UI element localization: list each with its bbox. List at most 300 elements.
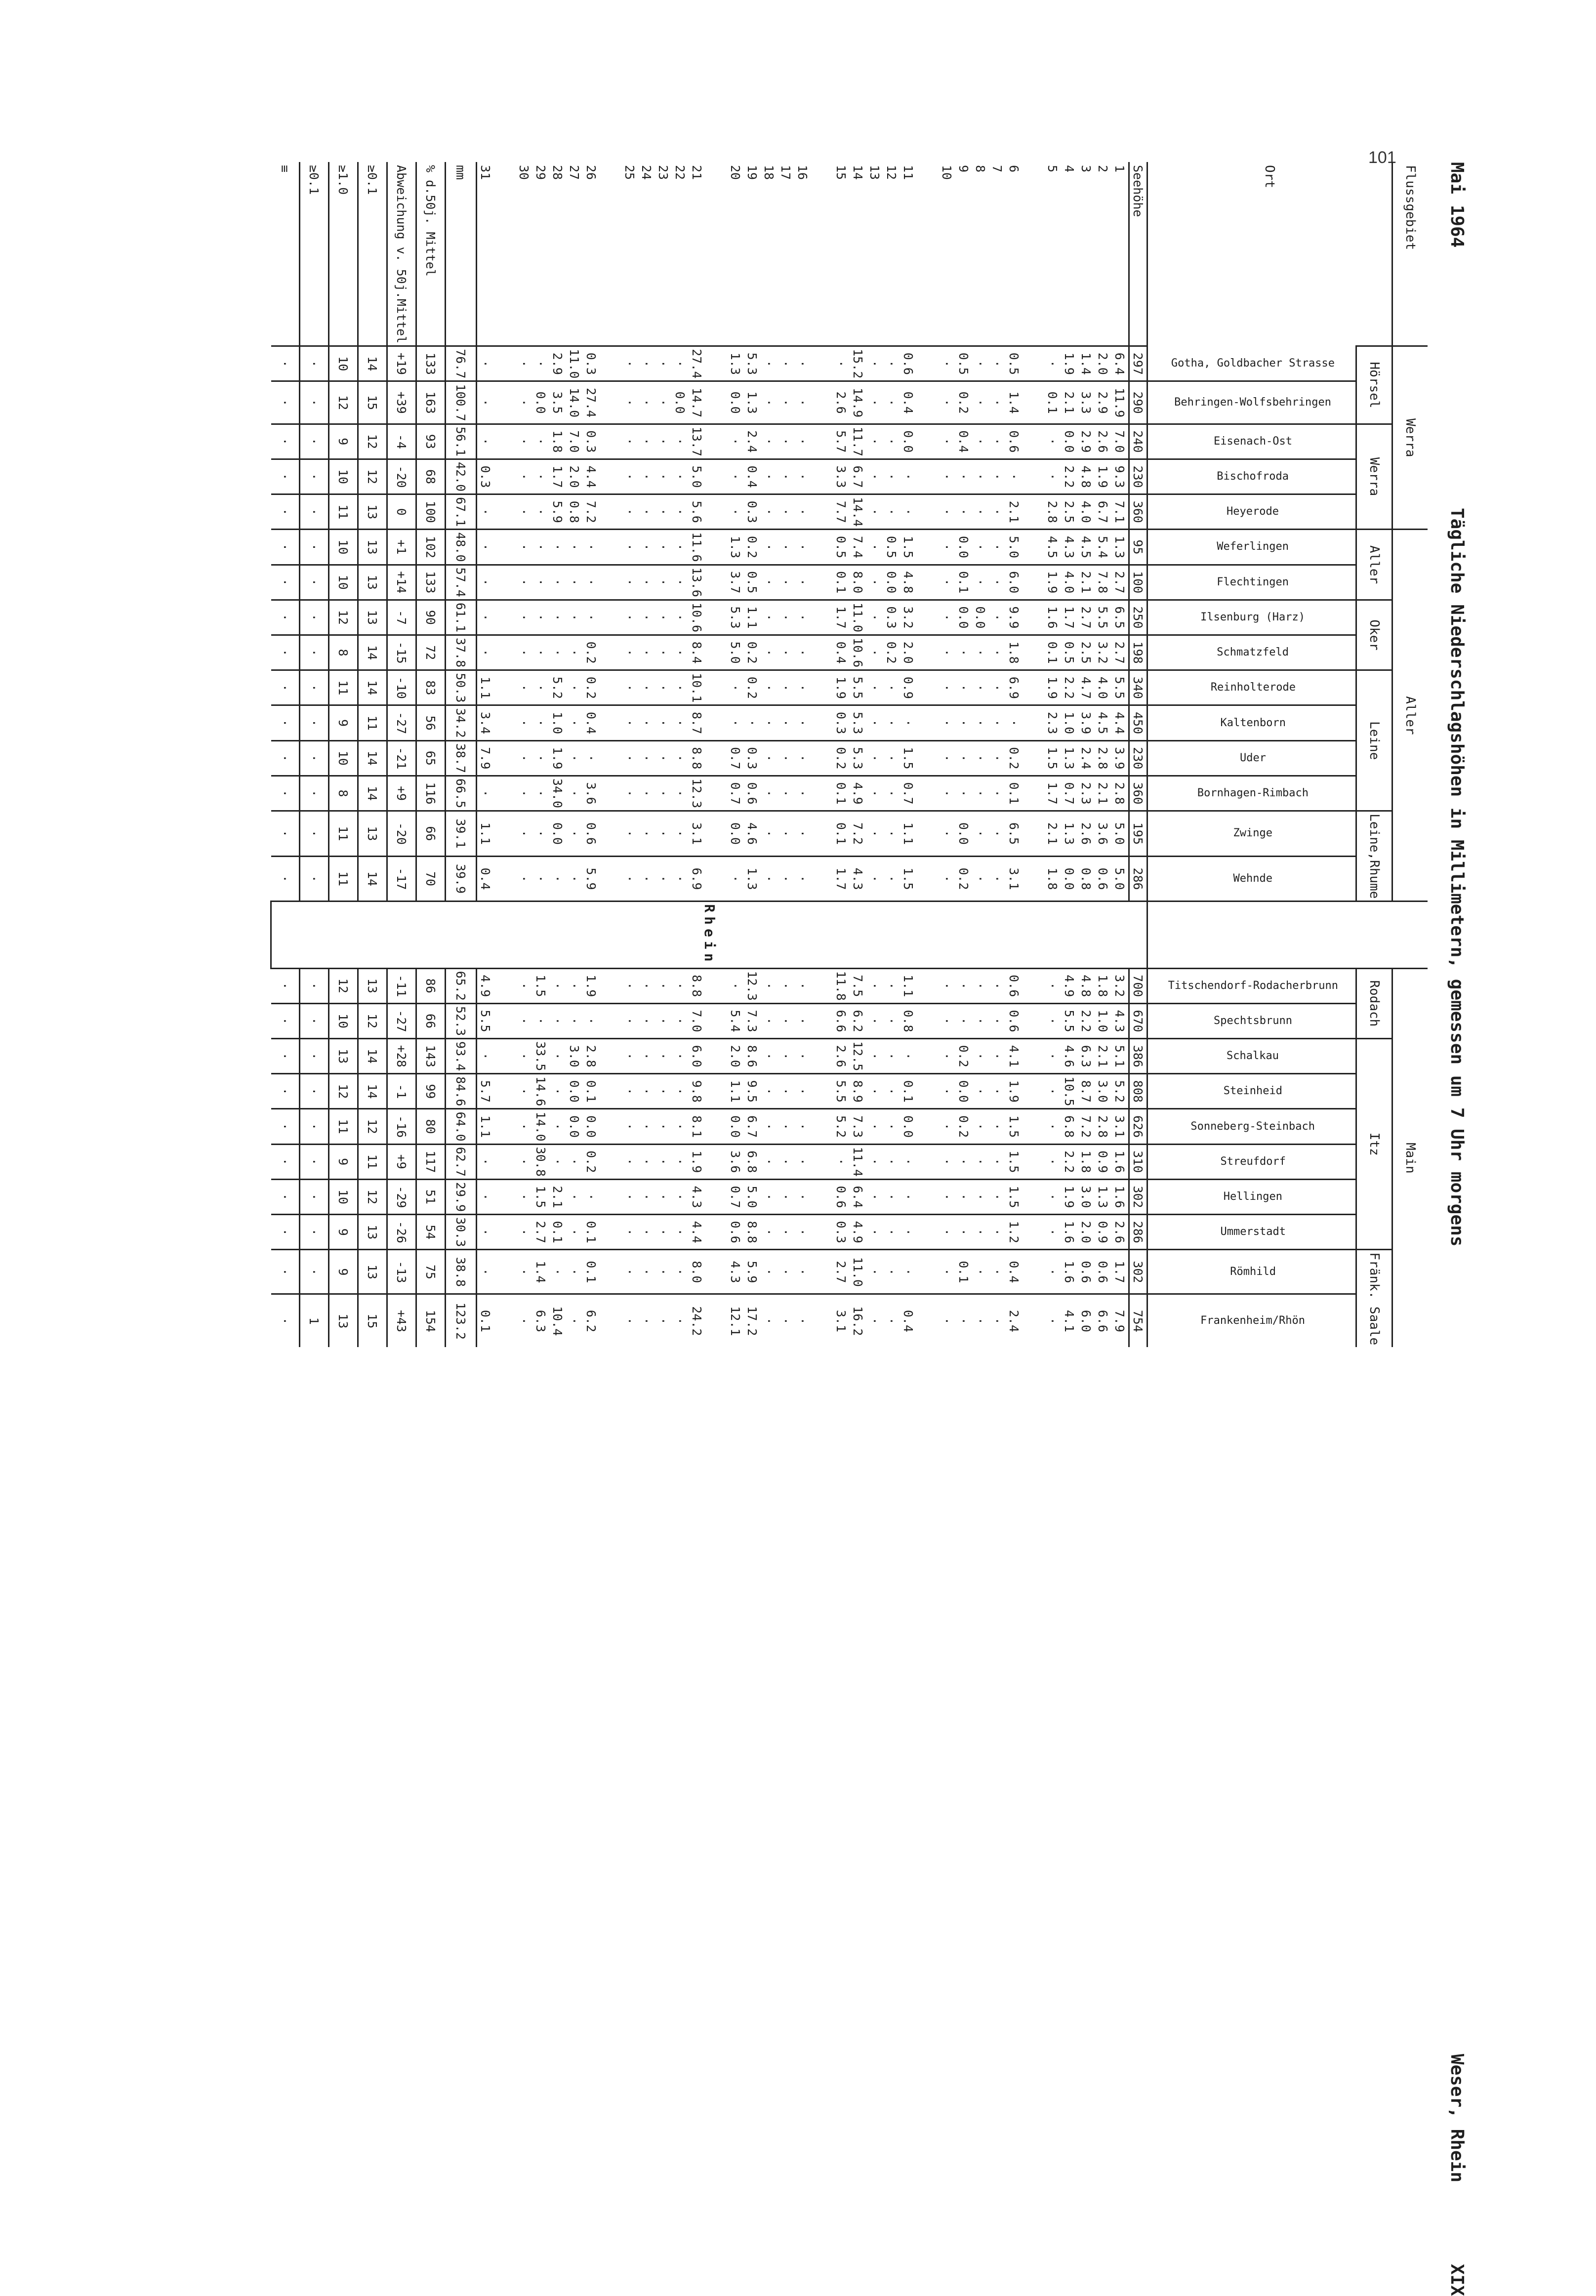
gap-cell	[917, 424, 939, 459]
precip-value: 1.0	[1061, 705, 1078, 740]
gap-cell	[1023, 494, 1044, 530]
summary-label: mm	[446, 162, 477, 346]
precip-value: ·	[883, 856, 900, 902]
precip-value: ·	[761, 1215, 778, 1250]
precip-value: 2.5	[1078, 635, 1095, 670]
summary-value: 99	[416, 1074, 446, 1109]
precip-value: ·	[1044, 968, 1061, 1003]
summary-value: ·	[300, 1215, 329, 1250]
precip-value: ·	[638, 346, 655, 381]
gap-cell	[494, 635, 516, 670]
summary-value: 84.6	[446, 1074, 477, 1109]
summary-value: -15	[387, 635, 416, 670]
summary-value: 65.2	[446, 968, 477, 1003]
precip-value: 6.8	[1061, 1109, 1078, 1144]
precip-value: 33.5	[532, 1039, 549, 1074]
precip-value: 0.0	[583, 1109, 600, 1144]
precip-value: 0.9	[900, 670, 917, 705]
precip-value: 0.4	[1006, 1250, 1023, 1294]
precip-value: 1.6	[1061, 1215, 1078, 1250]
precip-value: ·	[477, 600, 494, 635]
day-row	[1111, 162, 1129, 1347]
precip-value: 4.3	[850, 856, 866, 902]
precip-value: ·	[761, 811, 778, 857]
precip-value: ·	[794, 459, 811, 494]
precip-value: 0.2	[1006, 740, 1023, 776]
precip-value: 1.3	[1061, 811, 1078, 857]
precip-value: 8.0	[850, 565, 866, 600]
precip-value: 1.1	[900, 811, 917, 857]
precip-value: 3.3	[1078, 381, 1095, 424]
summary-value: 39.1	[446, 811, 477, 857]
gap-cell	[811, 811, 833, 857]
precip-value: 5.5	[477, 1003, 494, 1038]
precip-value: 2.2	[1061, 670, 1078, 705]
precip-value: ·	[939, 968, 955, 1003]
precip-value: ·	[655, 811, 672, 857]
precip-value: ·	[638, 600, 655, 635]
precip-value: 2.0	[566, 459, 583, 494]
summary-value: 11	[329, 811, 358, 857]
subriver-3: Oker	[1356, 600, 1392, 670]
gap-cell	[1023, 776, 1044, 811]
precip-value: 6.4	[850, 1179, 866, 1214]
precip-value: ·	[566, 635, 583, 670]
precip-value: ·	[638, 670, 655, 705]
precip-value: 0.6	[900, 346, 917, 381]
gap-cell	[494, 459, 516, 494]
precip-value: 0.0	[972, 600, 989, 635]
gap-cell	[917, 530, 939, 565]
day-row	[1061, 162, 1078, 1347]
station-14	[1147, 856, 1356, 902]
precip-value: ·	[549, 530, 566, 565]
summary-value: +14	[387, 565, 416, 600]
precip-value: ·	[955, 1144, 972, 1179]
precip-value: ·	[761, 1250, 778, 1294]
precip-value: ·	[866, 459, 883, 494]
precip-value: 30.8	[532, 1144, 549, 1179]
precip-value: ·	[516, 530, 532, 565]
precip-value: 12.3	[744, 968, 761, 1003]
summary-value: 12	[358, 1003, 387, 1038]
precip-value: 2.9	[549, 346, 566, 381]
precip-value: ·	[761, 1074, 778, 1109]
summary-value: ·	[271, 494, 300, 530]
precip-value: 5.2	[833, 1109, 850, 1144]
day-row	[621, 162, 638, 1347]
summary-value: 29.9	[446, 1179, 477, 1214]
station-name: Titschendorf-Rodacherbrunn	[1168, 979, 1338, 992]
precip-value: ·	[566, 776, 583, 811]
summary-value: 13	[358, 811, 387, 857]
precip-value: ·	[883, 1179, 900, 1214]
gap-cell	[600, 1179, 621, 1214]
gap-cell	[494, 1215, 516, 1250]
precip-value: 1.9	[583, 968, 600, 1003]
gap-cell	[494, 811, 516, 857]
river-2: Main	[1392, 968, 1428, 1347]
precip-value: ·	[549, 1109, 566, 1144]
precip-value: 1.9	[1044, 565, 1061, 600]
precip-value: ·	[621, 494, 638, 530]
precip-value: 1.6	[1061, 1250, 1078, 1294]
day-number: 10	[940, 165, 954, 180]
precip-value: 14.0	[566, 381, 583, 424]
precip-value: 5.7	[833, 424, 850, 459]
precip-value: 8.8	[744, 1215, 761, 1250]
precip-value: ·	[761, 424, 778, 459]
precip-value: ·	[566, 670, 583, 705]
precip-value: ·	[549, 1250, 566, 1294]
precip-value: 1.5	[900, 530, 917, 565]
precip-value: 0.1	[833, 565, 850, 600]
gap-cell	[811, 494, 833, 530]
precip-value: ·	[866, 381, 883, 424]
precip-value: 5.1	[1111, 1039, 1129, 1074]
precip-value: ·	[583, 740, 600, 776]
summary-value: 0	[387, 494, 416, 530]
day-row	[1095, 162, 1111, 1347]
gap-cell	[600, 346, 621, 381]
day-row	[477, 162, 494, 1347]
precip-value: ·	[621, 459, 638, 494]
gap-cell	[1023, 705, 1044, 740]
precip-value: ·	[516, 856, 532, 902]
station-11	[1147, 740, 1356, 776]
precip-value: ·	[638, 635, 655, 670]
precip-value: ·	[972, 635, 989, 670]
precip-value: 13.6	[689, 565, 705, 600]
station-name: Schmatzfeld	[1217, 646, 1289, 659]
precip-value: ·	[794, 565, 811, 600]
precip-value: 1.5	[900, 740, 917, 776]
precip-value: 4.5	[1044, 530, 1061, 565]
gap-cell	[1023, 600, 1044, 635]
gap-cell	[600, 1215, 621, 1250]
precip-value: ·	[516, 635, 532, 670]
precip-value: ·	[516, 776, 532, 811]
precip-value: ·	[621, 670, 638, 705]
precip-value: ·	[989, 565, 1006, 600]
precip-value: 2.5	[1061, 494, 1078, 530]
precip-value: ·	[778, 459, 794, 494]
summary-value: 10	[329, 346, 358, 381]
day-row	[900, 162, 917, 1347]
summary-value: ·	[271, 635, 300, 670]
precip-value: ·	[883, 776, 900, 811]
day-number: 31	[478, 165, 493, 180]
precip-value: ·	[866, 1109, 883, 1144]
elevation: 340	[1129, 670, 1147, 705]
precip-value: 0.0	[1061, 424, 1078, 459]
precip-value: 5.9	[549, 494, 566, 530]
subriver-4: Leine	[1356, 670, 1392, 811]
gap-cell	[811, 635, 833, 670]
elevation: 230	[1129, 740, 1147, 776]
precip-value: 1.1	[900, 968, 917, 1003]
gap-cell	[917, 1144, 939, 1179]
precip-value: ·	[972, 424, 989, 459]
precip-value: ·	[638, 856, 655, 902]
summary-value: 9	[329, 1250, 358, 1294]
summary-value: +28	[387, 1039, 416, 1074]
station-name: Römhild	[1230, 1265, 1276, 1278]
precip-value: 0.6	[1095, 1250, 1111, 1294]
precip-value: 0.0	[566, 1074, 583, 1109]
elevation: 230	[1129, 459, 1147, 494]
day-row	[761, 162, 778, 1347]
precip-value: ·	[727, 424, 744, 459]
precip-value: 11.4	[850, 1144, 866, 1179]
precip-value: ·	[638, 459, 655, 494]
station-name: Hellingen	[1223, 1190, 1283, 1203]
precip-value: 8.9	[850, 1074, 866, 1109]
summary-value: 100.7	[446, 381, 477, 424]
precip-value: 1.9	[1006, 1074, 1023, 1109]
elevation: 286	[1129, 856, 1147, 902]
precip-value: ·	[989, 424, 1006, 459]
gap-cell	[1023, 1074, 1044, 1109]
precip-value: ·	[989, 1250, 1006, 1294]
precip-value: ·	[532, 635, 549, 670]
gap-cell	[917, 1003, 939, 1038]
gap-cell	[705, 776, 727, 811]
precip-value: ·	[972, 1215, 989, 1250]
gap-cell	[1023, 1144, 1044, 1179]
seehohe-label: Seehöhe	[1129, 162, 1147, 346]
gap-cell	[705, 1144, 727, 1179]
summary-value: 90	[416, 600, 446, 635]
summary-value: 10	[329, 530, 358, 565]
gap-cell	[600, 776, 621, 811]
group-gap	[494, 162, 516, 1347]
summary-value: 14	[358, 670, 387, 705]
precip-value: 0.3	[833, 705, 850, 740]
precip-value: 0.0	[900, 1109, 917, 1144]
gap-cell	[917, 1294, 939, 1347]
precip-value: ·	[778, 1215, 794, 1250]
precip-value: 2.1	[1006, 494, 1023, 530]
day-number: 4	[1062, 165, 1077, 173]
summary-value: 133	[416, 346, 446, 381]
group-gap	[1023, 162, 1044, 1347]
precip-value: 7.9	[477, 740, 494, 776]
precip-value: ·	[672, 705, 689, 740]
precip-value: ·	[1044, 424, 1061, 459]
summary-value: 13	[358, 968, 387, 1003]
precip-value: 4.6	[1061, 1039, 1078, 1074]
day-number: 7	[990, 165, 1005, 173]
precip-value: ·	[532, 811, 549, 857]
summary-value: 65	[416, 740, 446, 776]
summary-value: 93	[416, 424, 446, 459]
precip-value: ·	[883, 1039, 900, 1074]
precip-value: ·	[761, 670, 778, 705]
subriver-6: Rodach	[1356, 968, 1392, 1038]
gap-cell	[917, 346, 939, 381]
day-number: 24	[639, 165, 654, 180]
station-name: Wehnde	[1233, 872, 1273, 885]
precip-value: 4.3	[689, 1179, 705, 1214]
gap-cell	[600, 530, 621, 565]
precip-value: ·	[516, 565, 532, 600]
precip-value: 1.6	[1044, 600, 1061, 635]
precip-value: 0.5	[1061, 635, 1078, 670]
precip-value: ·	[972, 459, 989, 494]
gap-cell	[1023, 424, 1044, 459]
precip-value: 15.2	[850, 346, 866, 381]
precip-value: ·	[477, 1215, 494, 1250]
precip-value: 17.2	[744, 1294, 761, 1347]
day-row	[955, 162, 972, 1347]
precip-value: ·	[516, 968, 532, 1003]
gap-cell	[705, 162, 727, 346]
precip-value: 5.5	[1111, 670, 1129, 705]
gap-cell	[600, 381, 621, 424]
precip-value: ·	[638, 1109, 655, 1144]
precip-value: ·	[778, 670, 794, 705]
summary-row-sum	[446, 162, 477, 1347]
precip-value: 16.2	[850, 1294, 866, 1347]
precip-value: 0.9	[1095, 1144, 1111, 1179]
precip-value: ·	[972, 1144, 989, 1179]
precip-value: ·	[516, 1074, 532, 1109]
precip-value: ·	[939, 381, 955, 424]
gap-cell	[1023, 459, 1044, 494]
summary-value: ·	[300, 670, 329, 705]
station-name: Spechtsbrunn	[1214, 1014, 1292, 1027]
gap-cell	[917, 635, 939, 670]
precip-value: ·	[989, 1144, 1006, 1179]
precip-value: ·	[672, 494, 689, 530]
summary-value: 11	[329, 494, 358, 530]
precip-value: ·	[955, 968, 972, 1003]
station-23	[1147, 1250, 1356, 1294]
precip-value: ·	[989, 1179, 1006, 1214]
precip-value: 0.1	[955, 1250, 972, 1294]
precip-value: ·	[655, 346, 672, 381]
precip-value: ·	[939, 635, 955, 670]
summary-value: 15	[358, 1294, 387, 1347]
summary-value: 70	[416, 856, 446, 902]
precip-value: 14.4	[850, 494, 866, 530]
precip-value: ·	[989, 1074, 1006, 1109]
summary-value: +9	[387, 1144, 416, 1179]
gap-cell	[1023, 162, 1044, 346]
precip-value: 0.1	[1044, 635, 1061, 670]
precip-value: 0.6	[583, 811, 600, 857]
summary-value: 57.4	[446, 565, 477, 600]
precip-value: 0.3	[583, 424, 600, 459]
header-row-rivers	[1392, 162, 1428, 1347]
summary-value: 163	[416, 381, 446, 424]
precip-value: ·	[638, 740, 655, 776]
precip-value: ·	[672, 530, 689, 565]
precip-value: ·	[655, 856, 672, 902]
precip-value: 2.3	[1078, 776, 1095, 811]
precip-value: ·	[794, 705, 811, 740]
summary-value: ·	[300, 494, 329, 530]
gap-cell	[600, 811, 621, 857]
station-name: Behringen-Wolfsbehringen	[1174, 396, 1332, 409]
summary-value: 62.7	[446, 1144, 477, 1179]
precip-value: ·	[761, 740, 778, 776]
precip-value: ·	[866, 635, 883, 670]
precip-value: ·	[516, 811, 532, 857]
gap-cell	[600, 705, 621, 740]
precip-value: ·	[989, 1215, 1006, 1250]
station-1	[1147, 381, 1356, 424]
summary-value: 154	[416, 1294, 446, 1347]
elevation-row	[1129, 162, 1147, 1347]
precip-value: 0.1	[583, 1074, 600, 1109]
precip-value: ·	[638, 1294, 655, 1347]
gap-cell	[600, 856, 621, 902]
precip-value: 5.0	[744, 1179, 761, 1214]
precip-value: ·	[989, 1109, 1006, 1144]
precip-value: 11.9	[1111, 381, 1129, 424]
gap-cell	[705, 968, 727, 1003]
river-0: Werra	[1392, 346, 1428, 530]
precip-value: 1.3	[1095, 1179, 1111, 1214]
precip-value: ·	[532, 424, 549, 459]
elevation: 754	[1129, 1294, 1147, 1347]
precip-value: 5.5	[1061, 1003, 1078, 1038]
day-number: 16	[795, 165, 810, 180]
precip-value: 12.1	[727, 1294, 744, 1347]
day-row	[744, 162, 761, 1347]
precip-value: ·	[672, 1294, 689, 1347]
summary-value: 1	[300, 1294, 329, 1347]
summary-value: 66	[416, 1003, 446, 1038]
precip-value: ·	[939, 1294, 955, 1347]
summary-value: 12	[358, 459, 387, 494]
precip-value: ·	[794, 811, 811, 857]
precip-value: ·	[778, 635, 794, 670]
summary-value: 13	[358, 600, 387, 635]
precip-value: 4.1	[1061, 1294, 1078, 1347]
precip-value: 0.2	[955, 381, 972, 424]
precip-value: 4.8	[900, 565, 917, 600]
precip-value: 3.1	[689, 811, 705, 857]
precip-value: ·	[989, 530, 1006, 565]
precip-value: ·	[566, 600, 583, 635]
precip-value: 14.0	[532, 1109, 549, 1144]
gap-cell	[917, 670, 939, 705]
precip-value: ·	[761, 530, 778, 565]
precip-value: 8.0	[689, 1250, 705, 1294]
precip-value: ·	[477, 1039, 494, 1074]
precip-value: 0.0	[566, 1109, 583, 1144]
summary-value: 13	[358, 1215, 387, 1250]
precip-value: ·	[566, 565, 583, 600]
precip-value: ·	[621, 1250, 638, 1294]
day-number: 19	[745, 165, 760, 180]
station-name: Eisenach-Ost	[1214, 435, 1292, 448]
summary-value: 12	[329, 381, 358, 424]
precip-value: 2.4	[744, 424, 761, 459]
precip-value: 6.7	[850, 459, 866, 494]
summary-value: ·	[271, 424, 300, 459]
station-name: Schalkau	[1227, 1050, 1279, 1063]
gap-cell	[600, 494, 621, 530]
precip-value: ·	[900, 1215, 917, 1250]
summary-value: 76.7	[446, 346, 477, 381]
summary-value: -1	[387, 1074, 416, 1109]
precip-value: 10.6	[689, 600, 705, 635]
precip-value: 0.5	[833, 530, 850, 565]
